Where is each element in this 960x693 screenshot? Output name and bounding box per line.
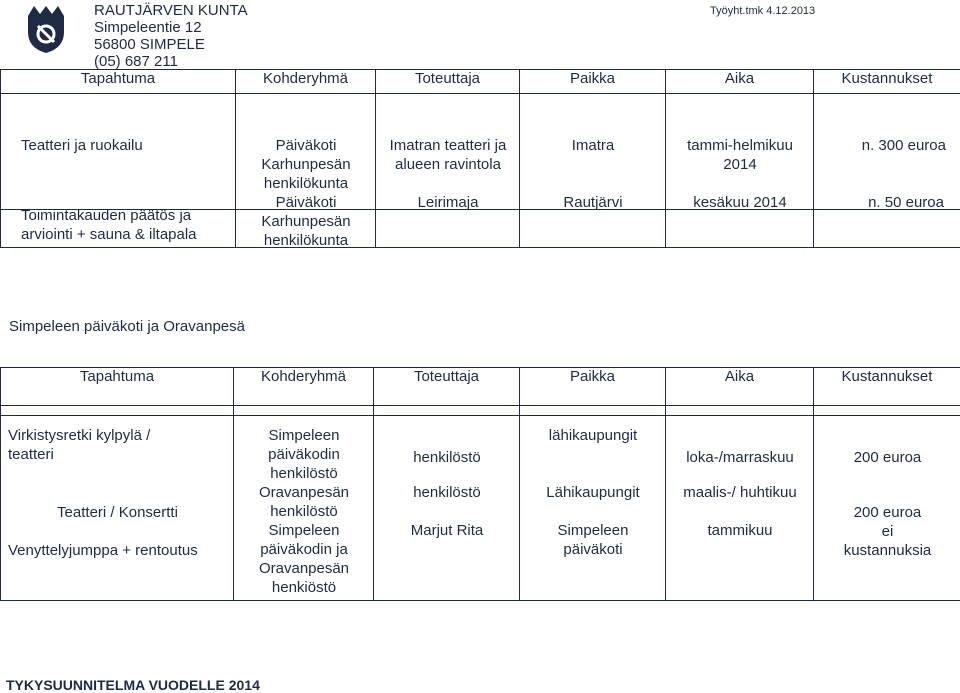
- address-line-1: Simpeleentie 12: [94, 19, 248, 36]
- row1-target-line1: Päiväkoti: [236, 136, 376, 155]
- row2-target-line3: henkilökunta: [236, 231, 376, 250]
- column-header-organizer: Toteuttaja: [374, 368, 520, 406]
- phone-number: (05) 687 211: [94, 53, 248, 70]
- column-header-time: Aika: [666, 70, 814, 94]
- row1-event: Teatteri ja ruokailu: [21, 136, 143, 155]
- column-header-cost: Kustannukset: [814, 70, 960, 94]
- org-name: RAUTJÄRVEN KUNTA: [94, 2, 248, 19]
- row2-event-line2: arviointi + sauna & iltapala: [21, 225, 197, 244]
- organization-header: [94, 2, 248, 70]
- row1-place: lähikaupungit: [520, 426, 666, 445]
- row1-time: loka-/marraskuu: [666, 448, 814, 467]
- row1-cost: n. 300 euroa: [862, 136, 946, 155]
- row3-time: tammikuu: [666, 521, 814, 540]
- column-header-event: Tapahtuma: [1, 368, 234, 406]
- row2-place: Rautjärvi: [520, 193, 666, 212]
- row2-organizer: Leirimaja: [376, 193, 520, 212]
- row1-event-line2: teatteri: [8, 445, 54, 464]
- column-header-target: Kohderyhmä: [234, 368, 374, 406]
- column-header-place: Paikka: [520, 368, 666, 406]
- column-header-time: Aika: [666, 368, 814, 406]
- table-simpele-oravanpesa: [0, 367, 960, 601]
- row2-cost: n. 50 euroa: [868, 193, 944, 212]
- section-title: Simpeleen päiväkoti ja Oravanpesä: [9, 318, 245, 335]
- table-header-row: [1, 368, 960, 406]
- column-header-event: Tapahtuma: [1, 70, 236, 94]
- column-header-organizer: Toteuttaja: [376, 70, 520, 94]
- row1-organizer: henkilöstö: [374, 448, 520, 467]
- column-header-cost: Kustannukset: [814, 368, 960, 406]
- row2-time: maalis-/ huhtikuu: [666, 483, 814, 502]
- row3-organizer: Marjut Rita: [374, 521, 520, 540]
- row1-event-line1: Virkistysretki kylpylä /: [8, 426, 150, 445]
- table-karhunpesa: [0, 69, 960, 248]
- row3-cost-line1: ei: [814, 522, 960, 541]
- row1-target-line3: henkilökunta: [236, 174, 376, 193]
- address-line-2: 56800 SIMPELE: [94, 36, 248, 53]
- row1-target-line3: henkilöstö: [234, 464, 374, 483]
- row3-target-line1: Simpeleen: [234, 521, 374, 540]
- row1-time-line2: 2014: [666, 155, 814, 174]
- row3-target-line4: henkiöstö: [234, 578, 374, 597]
- row2-organizer: henkilöstö: [374, 483, 520, 502]
- row1-cost: 200 euroa: [814, 448, 960, 467]
- row2-target-line2: henkilöstö: [234, 502, 374, 521]
- row3-event: Venyttelyjumppa + rentoutus: [8, 541, 198, 560]
- row1-place: Imatra: [520, 136, 666, 155]
- row2-event: Teatteri / Konsertti: [1, 503, 234, 522]
- row1-organizer-line2: alueen ravintola: [376, 155, 520, 174]
- row1-target-line2: päiväkodin: [234, 445, 374, 464]
- row1-target-line1: Simpeleen: [234, 426, 374, 445]
- row3-place-line1: Simpeleen: [520, 521, 666, 540]
- document-footer-title: TYKYSUUNNITELMA VUODELLE 2014: [6, 677, 260, 693]
- table-row: [1, 94, 960, 210]
- row3-target-line3: Oravanpesän: [234, 559, 374, 578]
- table-header-row: [1, 70, 960, 94]
- row2-target-line1: Päiväkoti: [236, 193, 376, 212]
- row2-target-line1: Oravanpesän: [234, 483, 374, 502]
- row3-cost-line2: kustannuksia: [814, 541, 960, 560]
- column-header-place: Paikka: [520, 70, 666, 94]
- row3-place-line2: päiväkoti: [520, 540, 666, 559]
- row2-place: Lähikaupungit: [520, 483, 666, 502]
- row2-time: kesäkuu 2014: [666, 193, 814, 212]
- row2-target-line2: Karhunpesän: [236, 212, 376, 231]
- row2-cost: 200 euroa: [814, 503, 960, 522]
- row2-event-line1: Toimintakauden päätös ja: [21, 206, 191, 225]
- column-header-target: Kohderyhmä: [236, 70, 376, 94]
- document-stamp: Työyht.tmk 4.12.2013: [710, 5, 815, 17]
- row1-organizer-line1: Imatran teatteri ja: [376, 136, 520, 155]
- coat-of-arms-icon: [26, 4, 66, 54]
- row1-target-line2: Karhunpesän: [236, 155, 376, 174]
- row1-time-line1: tammi-helmikuu: [666, 136, 814, 155]
- row3-target-line2: päiväkodin ja: [234, 540, 374, 559]
- table-row: [1, 416, 960, 601]
